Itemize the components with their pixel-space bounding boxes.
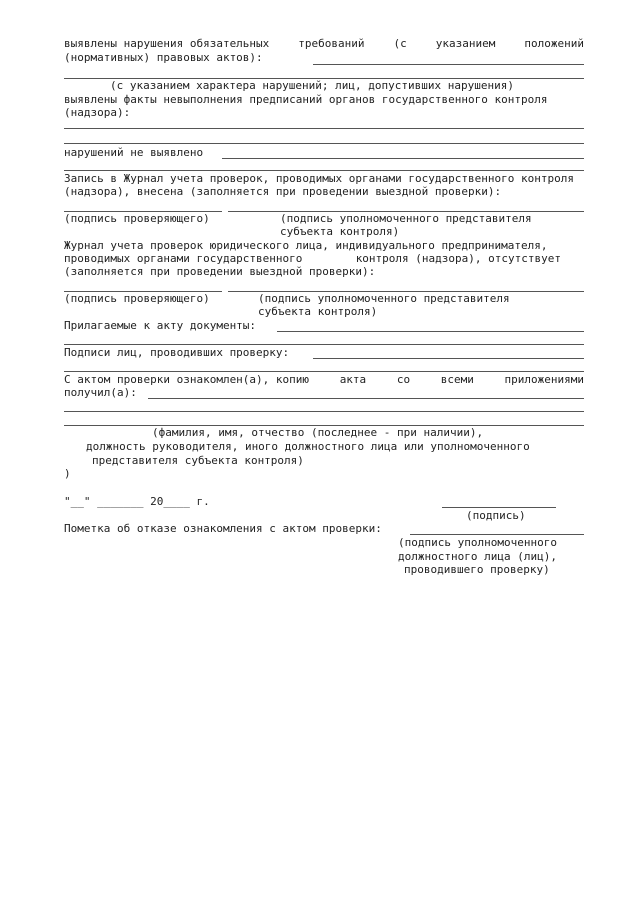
sig1-rep-caption-2: субъекта контроля) [280, 225, 400, 238]
journal-absent-line-2 [64, 252, 561, 265]
sig1-rep-caption-1: (подпись уполномоченного представителя [280, 212, 532, 225]
date-year-field[interactable]: ____ [163, 495, 190, 508]
violations-line-1 [64, 37, 584, 50]
violations-word: положений [524, 37, 584, 50]
acquainted-word: приложениями [504, 373, 584, 386]
attached-docs-field-2[interactable] [64, 344, 584, 345]
violations-word: указанием [435, 37, 496, 50]
violations-field[interactable] [313, 64, 584, 65]
journal-entry-line-1: Запись в Журнал учета проверок, проводимых органами государственного контроля [64, 172, 574, 185]
orders-line-1: выявлены факты невыполнения предписаний органов государственного контроля [64, 93, 548, 106]
journal-absent-line-1: Журнал учета проверок юридического лица, индивидуального предпринимателя, [64, 239, 548, 252]
no-violations-field[interactable] [222, 158, 584, 159]
no-violations-label: нарушений не выявлено [64, 146, 204, 159]
journal-absent-part: контроля (надзора), отсутствует [355, 252, 561, 265]
date-day-field[interactable]: __ [70, 495, 84, 508]
acquainted-field-2[interactable] [64, 411, 584, 412]
violations-word: (с [393, 37, 407, 50]
violations-word: выявлены нарушения обязательных [64, 37, 270, 50]
sig2-rep-caption-2: субъекта контроля) [258, 305, 378, 318]
attached-docs-field[interactable] [277, 331, 584, 332]
date-month-field[interactable]: _______ [97, 495, 144, 508]
signatures-field-2[interactable] [64, 371, 584, 372]
person-caption-1: (фамилия, имя, отчество (последнее - при наличии), [152, 426, 484, 439]
date-year-prefix: 20 [150, 495, 164, 508]
journal-entry-line-2: (надзора), внесена (заполняется при проведении выездной проверки): [64, 185, 502, 198]
official-caption-3: проводившего проверку) [404, 563, 550, 576]
signature-line[interactable] [442, 507, 556, 508]
signatures-field[interactable] [313, 358, 584, 359]
journal-absent-line-3: (заполняется при проведении выездной проверки): [64, 265, 376, 278]
journal-absent-part: проводимых органами государственного [64, 252, 303, 265]
acquainted-word: С актом проверки ознакомлен(а), копию [64, 373, 310, 386]
violations-word: требований [298, 37, 365, 50]
acquainted-field[interactable] [148, 398, 584, 399]
acquainted-line-1 [64, 373, 584, 386]
date-year-suffix: г. [196, 495, 210, 508]
no-violations-field-2[interactable] [64, 170, 584, 171]
violations-caption: (с указанием характера нарушений; лиц, допустивших нарушения) [110, 79, 514, 92]
violations-line-2: (нормативных) правовых актов): [64, 51, 263, 64]
orders-field-1[interactable] [64, 128, 584, 129]
acquainted-word: всеми [440, 373, 474, 386]
sig2-inspector-caption: (подпись проверяющего) [64, 292, 210, 305]
orders-line-2: (надзора): [64, 106, 131, 119]
person-caption-2: должность руководителя, иного должностного лица или уполномоченного [86, 440, 530, 453]
refusal-field[interactable] [410, 534, 584, 535]
date-quote-close: " [83, 495, 91, 508]
person-caption-3: представителя субъекта контроля) [92, 454, 304, 467]
date-line [64, 495, 210, 508]
orders-field-2[interactable] [64, 143, 584, 144]
acquainted-word: со [396, 373, 411, 386]
signatures-label: Подписи лиц, проводивших проверку: [64, 346, 290, 359]
acquainted-line-2: получил(а): [64, 386, 137, 399]
sig1-inspector-caption: (подпись проверяющего) [64, 212, 210, 225]
sig2-rep-caption-1: (подпись уполномоченного представителя [258, 292, 510, 305]
attached-docs-label: Прилагаемые к акту документы: [64, 319, 257, 332]
official-caption-2: должностного лица (лиц), [398, 550, 557, 563]
date-quote-open: " [64, 495, 71, 508]
acquainted-word: акта [339, 373, 367, 386]
official-caption-1: (подпись уполномоченного [398, 536, 557, 549]
signature-caption: (подпись) [466, 509, 526, 522]
refusal-label: Пометка об отказе ознакомления с актом проверки: [64, 522, 382, 535]
person-caption-close: ) [64, 467, 71, 480]
